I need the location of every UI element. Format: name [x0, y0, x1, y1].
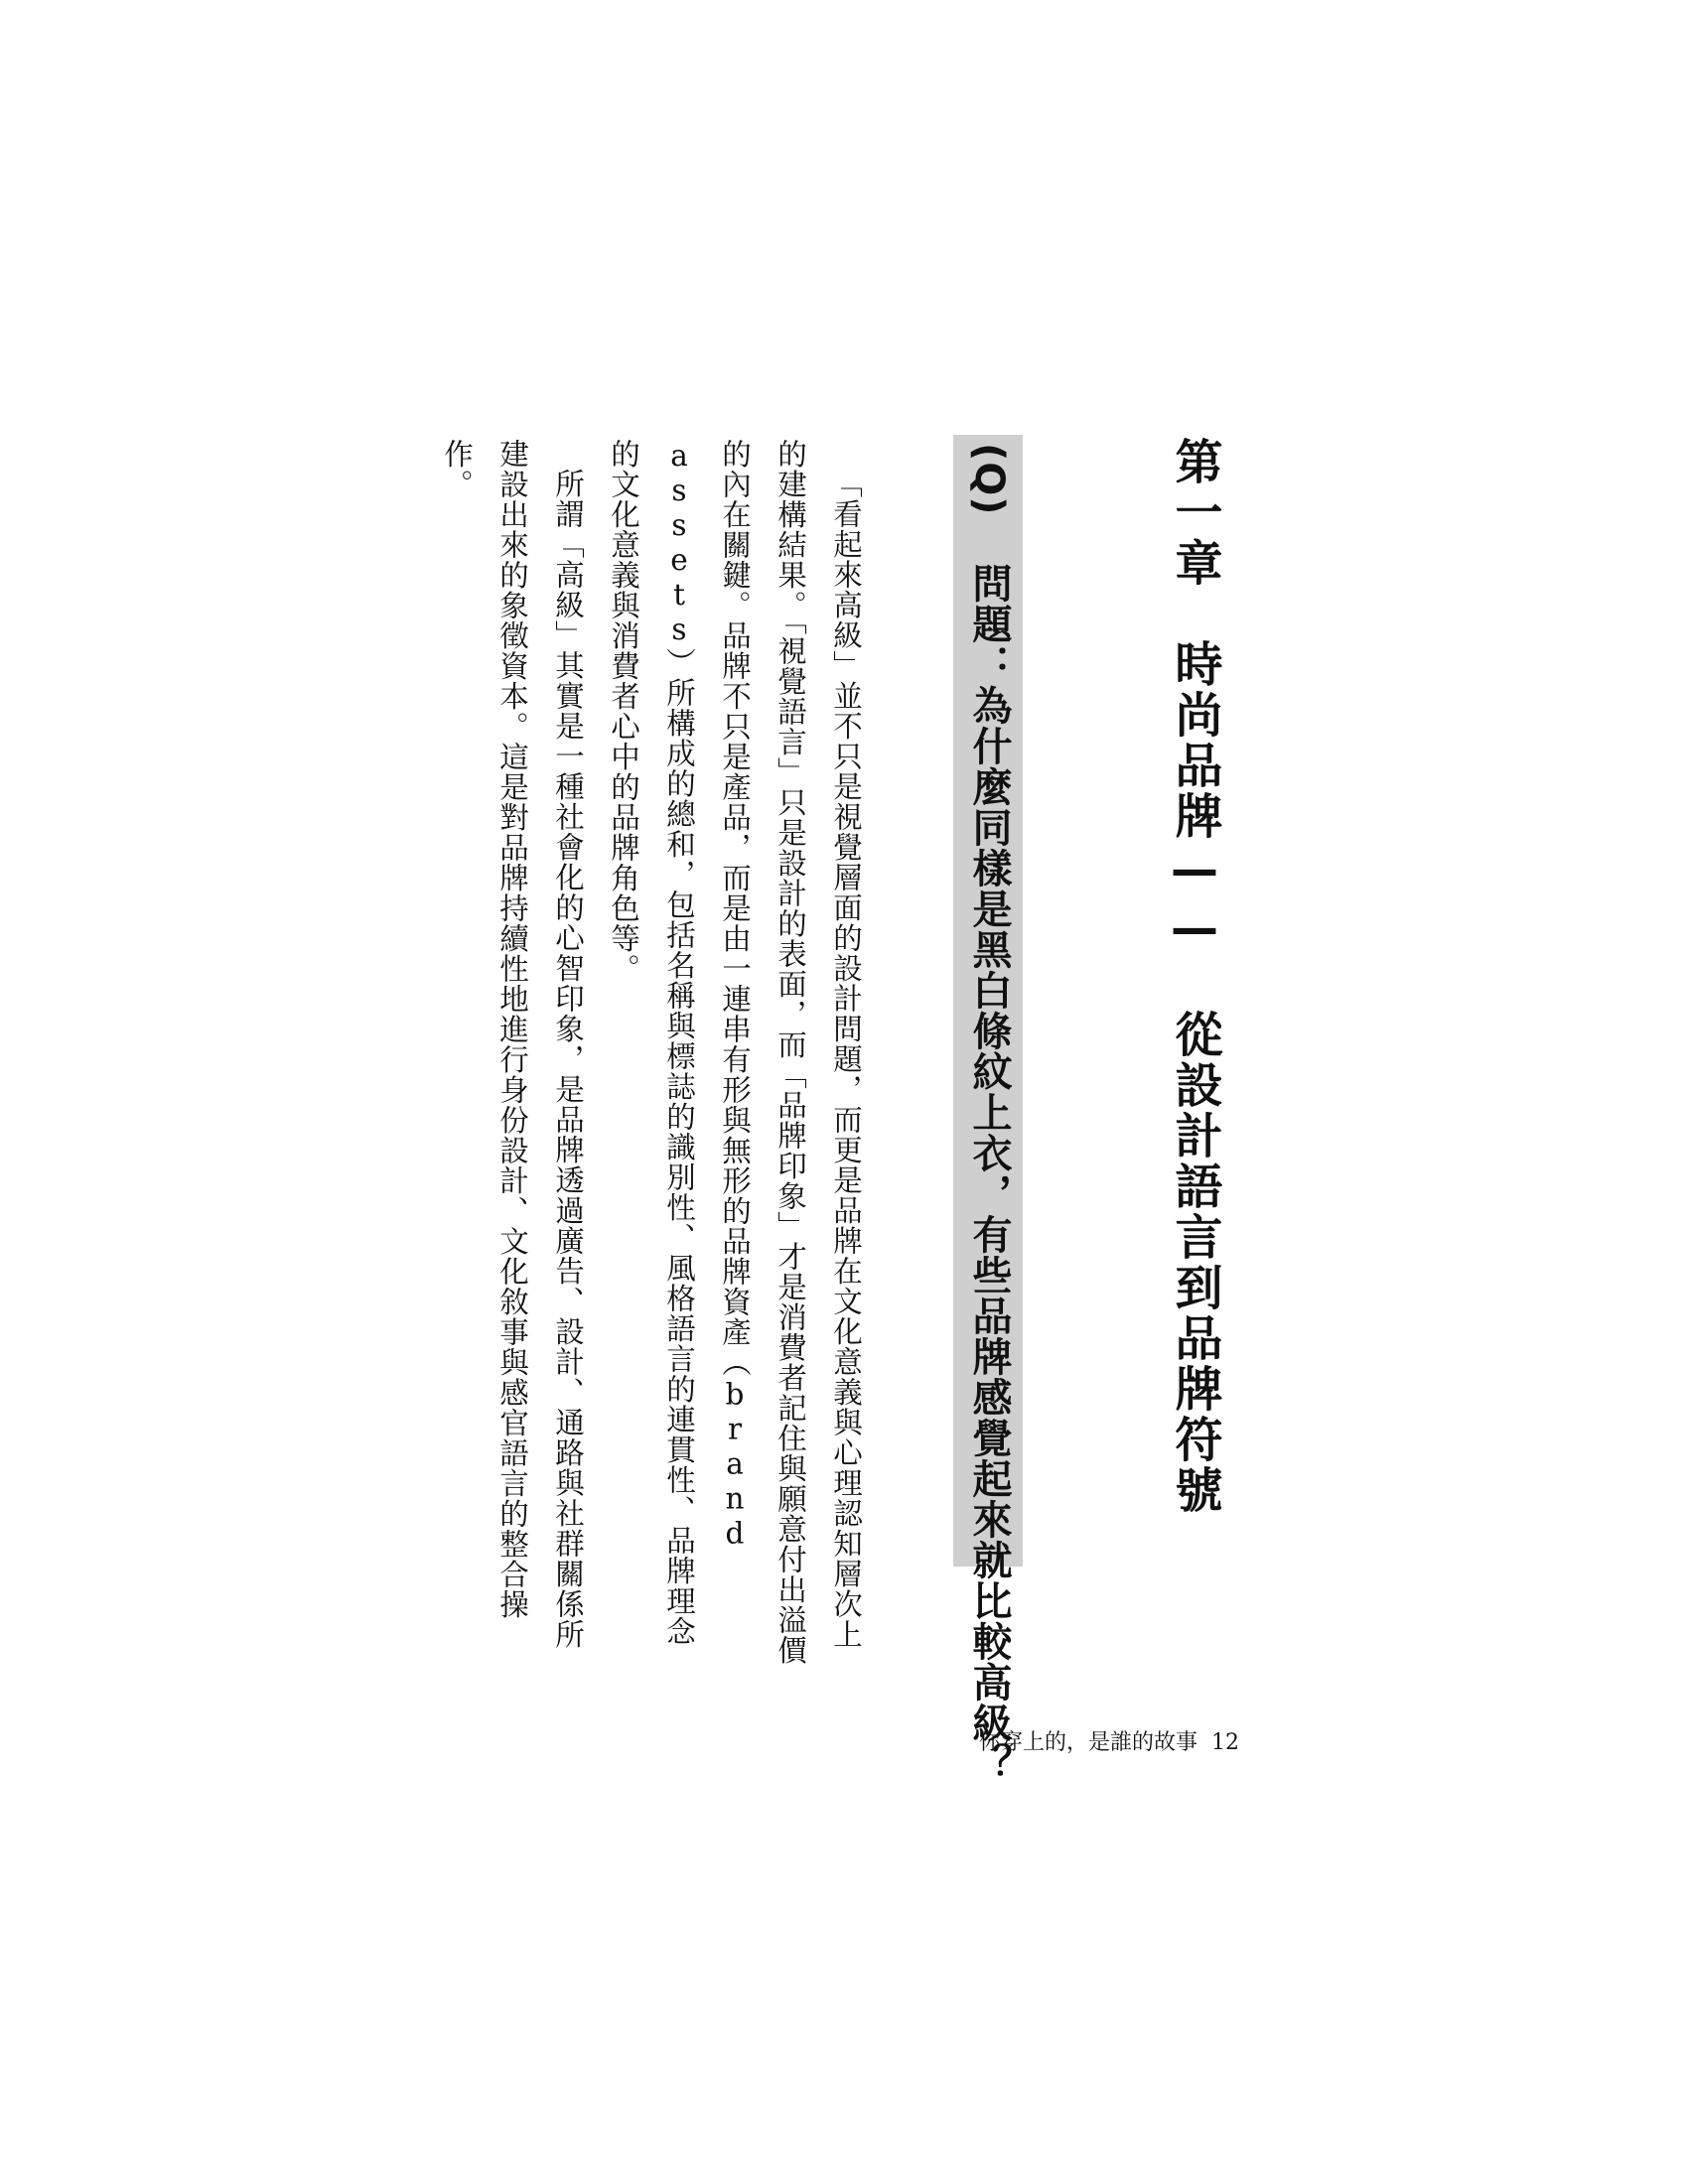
page-number: 12	[1211, 1730, 1239, 1755]
question-heading	[959, 443, 1019, 1784]
body-paragraph-2: 所謂「高級」其實是一種社會化的心智印象，是品牌透過廣告、設計、通路與社群關係所建設出來的象徵資本。這是對品牌持續性地進行身份設計、文化敘事與感官語言的整合操作。	[440, 439, 585, 1649]
footer-book-title: 你穿上的，是誰的故事	[978, 1730, 1197, 1755]
chapter-title: 第一章 時尚品牌—— 從設計語言到品牌符號	[1167, 437, 1222, 1516]
question-text: 問題：為什麼同樣是黑白條紋上衣，有些品牌感覺起來就比較高級？	[966, 515, 1012, 1784]
body-text	[440, 439, 874, 1670]
question-marker-icon: (Q)	[966, 443, 1012, 516]
page-footer	[979, 1725, 1239, 1756]
body-paragraph-1: 「看起來高級」並不只是視覺層面的設計問題，而更是品牌在文化意義與心理認知層次上的建構結果。「視覺語言」只是設計的表面，而「品牌印象」才是消費者記住與願意付出溢價的內在關鍵。品牌不只是產品，而是由一連串有形與無形的品牌資產（brand assets）所構成的總和，包括名稱與標誌的識別性、風格語言的連貫性、品牌理念的文化意義與消費者心中的品牌角色等。	[607, 439, 863, 1666]
